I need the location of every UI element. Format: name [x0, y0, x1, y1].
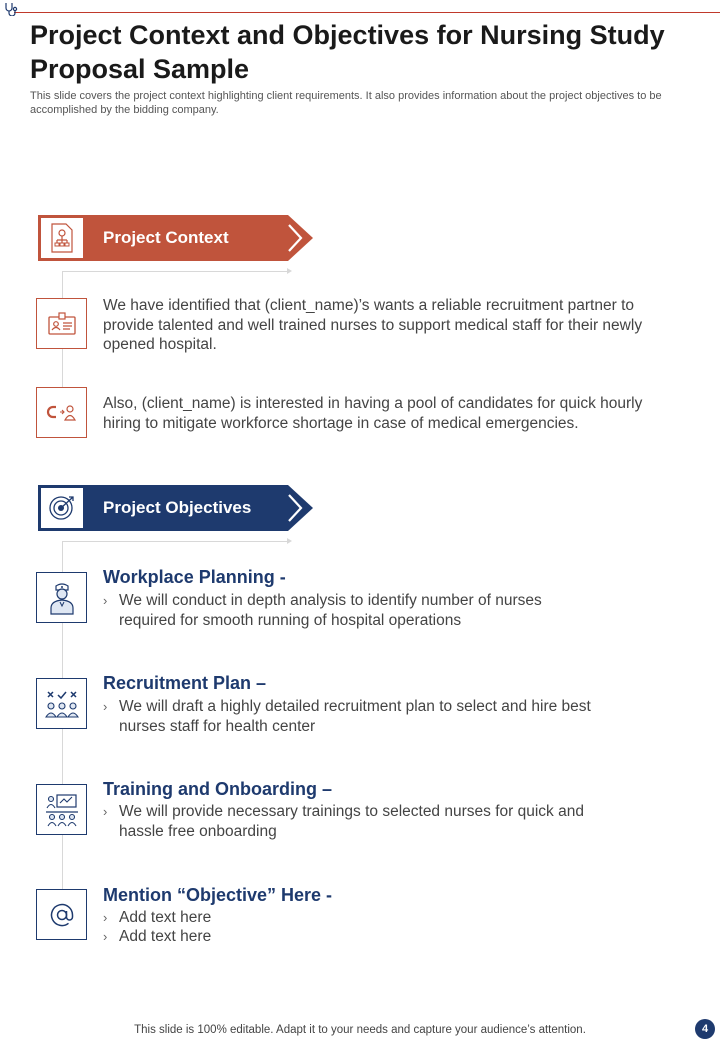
- project-objectives-banner: [38, 485, 314, 531]
- objective-3-bullet-1: › We will provide necessary trainings to selected nurses for quick and hassle free onboarding: [103, 803, 584, 840]
- flowchart-document-icon: [41, 218, 83, 258]
- chevron-right-icon: ›: [103, 699, 108, 714]
- nurse-icon: [36, 572, 87, 623]
- chevron-right-icon: ›: [103, 929, 108, 944]
- context-item-2-text: Also, (client_name) is interested in having a pool of candidates for quick hourly hiring to mitigate workforce shortage in case of medical emergencies.: [103, 395, 643, 432]
- objective-1-bullet-1: › We will conduct in depth analysis to identify number of nurses required for smooth running of hospital operations: [103, 592, 542, 629]
- footer-note: This slide is 100% editable. Adapt it to your needs and capture your audience’s attention.: [134, 1024, 586, 1036]
- page-number-badge: 4: [695, 1019, 715, 1039]
- id-card-icon: [36, 298, 87, 349]
- objective-1-heading: Workplace Planning -: [103, 567, 286, 587]
- project-context-label: Project Context: [103, 228, 229, 247]
- training-presentation-icon: [36, 784, 87, 835]
- context-connector-arrow: [287, 268, 292, 274]
- objectives-connector-arrow: [287, 538, 292, 544]
- candidate-selection-icon: [36, 678, 87, 729]
- objective-4-bullet-1: › Add text here: [103, 909, 212, 926]
- at-sign-icon: [36, 889, 87, 940]
- chevron-right-icon: ›: [103, 910, 108, 925]
- stethoscope-icon: [3, 2, 19, 16]
- objective-4-bullet-2: › Add text here: [103, 928, 212, 945]
- context-connector: [62, 271, 288, 272]
- project-context-banner: [38, 215, 314, 261]
- objective-4-heading: Mention “Objective” Here -: [103, 885, 333, 905]
- target-icon: [41, 488, 83, 528]
- objective-2-bullet-1: › We will draft a highly detailed recruitment plan to select and hire best nurses staff for health center: [103, 698, 591, 735]
- top-divider: [14, 12, 720, 13]
- context-item-1-text: We have identified that (client_name)’s wants a reliable recruitment partner to provide talented and well trained nurses to support medical staff for their newly opened hospital.: [103, 297, 643, 353]
- magnet-person-icon: [36, 387, 87, 438]
- chevron-right-icon: ›: [103, 593, 108, 608]
- objective-3-heading: Training and Onboarding –: [103, 779, 333, 799]
- project-objectives-label: Project Objectives: [103, 498, 252, 517]
- page-subtitle: This slide covers the project context highlighting client requirements. It also provides information about the project objectives to be accomplished by the bidding company.: [30, 90, 662, 116]
- objective-2-heading: Recruitment Plan –: [103, 673, 267, 693]
- page-title: Project Context and Objectives for Nursing Study Proposal Sample: [30, 20, 665, 84]
- objectives-connector: [62, 541, 288, 542]
- chevron-right-icon: ›: [103, 804, 108, 819]
